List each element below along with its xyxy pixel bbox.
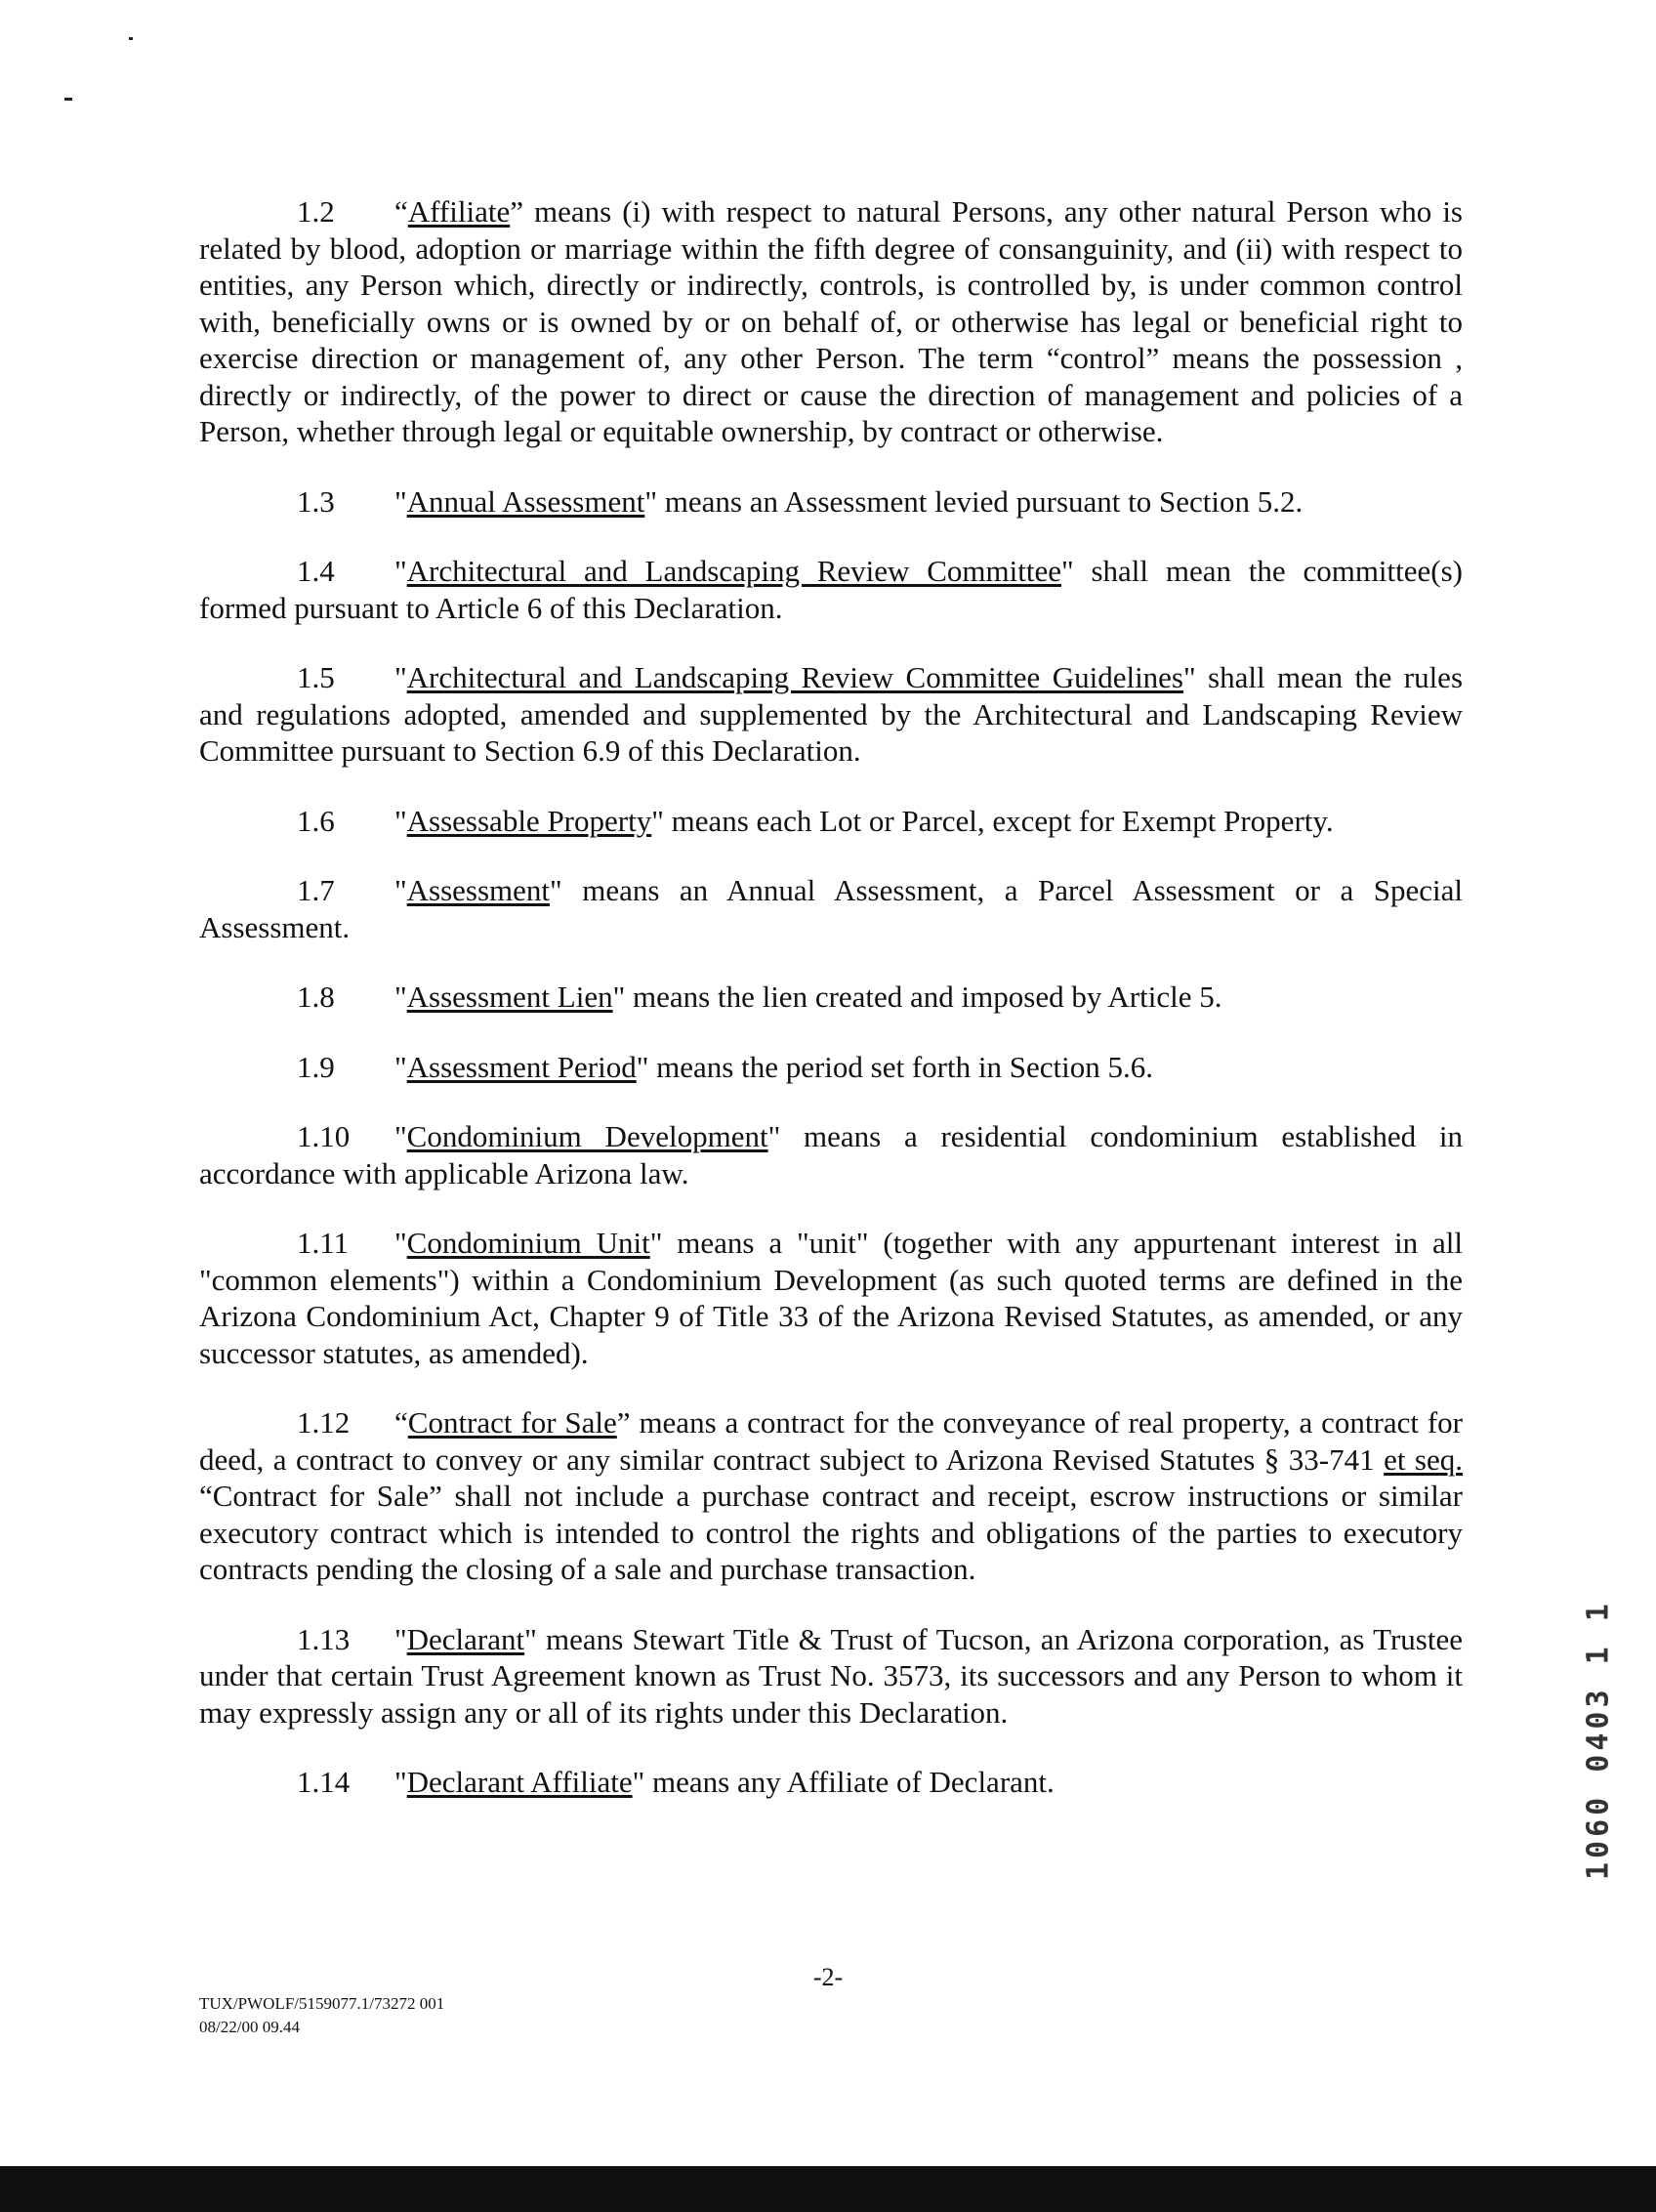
definition-paragraph: 1.9 "Assessment Period" means the period set forth in Section 5.6. xyxy=(297,1049,1153,1084)
defined-term: Assessable Property xyxy=(406,803,652,838)
definition-text: “Contract for Sale” shall not include a purchase contract and receipt, escrow instructions or similar executory contract which is intended to control the rights and obligations of the parties to executory contracts pending the closing of a sale and purchase transaction. xyxy=(199,1479,1463,1586)
section-number: 1.13 xyxy=(297,1621,351,1656)
defined-term: Condominium Unit xyxy=(406,1226,650,1260)
definition-paragraph: 1.10 "Condominium Development" means a residential condominium established in accordance with applicable Arizona law. xyxy=(199,1119,1463,1190)
definition-paragraph: 1.14 "Declarant Affiliate" means any Affiliate of Declarant. xyxy=(297,1765,1055,1799)
definition-text: " means any Affiliate of Declarant. xyxy=(632,1765,1055,1799)
section-number: 1.10 xyxy=(297,1119,351,1153)
defined-term: Architectural and Landscaping Review Committee Guidelines xyxy=(406,660,1184,694)
section-number: 1.7 xyxy=(297,873,335,907)
defined-term: Annual Assessment xyxy=(406,483,645,519)
section-number: 1.14 xyxy=(297,1765,351,1799)
section-number: 1.8 xyxy=(297,980,335,1014)
scan-bottom-edge xyxy=(0,2166,1656,2212)
defined-term: Affiliate xyxy=(407,194,511,229)
definition-text: " means Stewart Title & Trust of Tucson, an Arizona corporation, as Trustee under that certain Trust Agreement known as Trust No. 3573, its successors and any Person to whom it may expressly assign any or all of its rights under this Declaration. xyxy=(199,1621,1463,1730)
section-number: 1.4 xyxy=(297,554,335,588)
definition-text: " means an Annual Assessment, a Parcel Assessment or a Special Assessment. xyxy=(199,873,1463,944)
definition-paragraph: 1.13 "Declarant" means Stewart Title & Trust of Tucson, an Arizona corporation, as Trustee under that certain Trust Agreement known as Trust No. 3573, its successors and any Person to whom it may expressly assign any or all of its rights under this Declaration. xyxy=(199,1621,1463,1730)
section-number: 1.6 xyxy=(297,803,335,838)
section-number: 1.5 xyxy=(297,660,335,694)
defined-term: Assessment Period xyxy=(406,1049,637,1084)
document-timestamp: 08/22/00 09.44 xyxy=(199,2018,300,2036)
definition-paragraph: 1.6 "Assessable Property" means each Lot or Parcel, except for Exempt Property. xyxy=(297,803,1334,838)
page-number: -2- xyxy=(812,1963,844,1991)
definition-paragraph: 1.5 "Architectural and Landscaping Review Committee Guidelines" shall mean the rules and regulations adopted, amended and supplemented by the Architectural and Landscaping Review Committee pursuant to Section 6.9 of this Declaration. xyxy=(199,660,1464,768)
recording-stamp xyxy=(1580,1548,1619,1880)
definition-paragraph: 1.8 "Assessment Lien" means the lien created and imposed by Article 5. xyxy=(297,980,1222,1014)
scan-speck xyxy=(129,37,133,40)
document-id: TUX/PWOLF/5159077.1/73272 001 xyxy=(199,1994,445,2013)
scan-speck xyxy=(64,98,72,101)
defined-term: Condominium Development xyxy=(406,1119,768,1153)
definition-text: ” means a contract for the conveyance of real property, a contract for deed, a contract to convey or any similar contract subject to Arizona Revised Statutes § 33-741 xyxy=(199,1405,1463,1477)
definitions-body xyxy=(199,193,1463,1834)
definition-text: " means a "unit" (together with any appurtenant interest in all "common elements") within a Condominium Development (as such quoted terms are defined in the Arizona Condominium Act, Chapter 9 of Title 33 of the Arizona Revised Statutes, as amended, or any successor statutes, as amended). xyxy=(199,1226,1463,1370)
recording-stamp-text: 1060 0403 1 1 xyxy=(1581,1600,1616,1880)
document-footer xyxy=(199,1992,444,2039)
section-number: 1.2 xyxy=(297,194,335,229)
definition-paragraph: 1.12 “Contract for Sale” means a contract for the conveyance of real property, a contract for deed, a contract to convey or any similar contract subject to Arizona Revised Statutes § 33-741 et seq. “Contract for Sale” shall not include a purchase contract and receipt, escrow instructions or similar executory contract which is intended to control the rights and obligations of the parties to executory contracts pending the closing of a sale and purchase transaction. xyxy=(199,1405,1464,1586)
citation-term: et seq. xyxy=(1384,1441,1464,1477)
defined-term: Architectural and Landscaping Review Committee xyxy=(406,554,1062,588)
defined-term: Assessment Lien xyxy=(406,980,613,1014)
definition-text: " means each Lot or Parcel, except for Exempt Property. xyxy=(651,803,1334,838)
section-number: 1.11 xyxy=(297,1226,350,1260)
definition-text: " shall mean the rules and regulations adopted, amended and supplemented by the Architectural and Landscaping Review Committee pursuant to Section 6.9 of this Declaration. xyxy=(199,660,1464,768)
definition-text: " shall mean the committee(s) formed pursuant to Article 6 of this Declaration. xyxy=(199,554,1463,625)
definition-text: " means a residential condominium established in accordance with applicable Arizona law. xyxy=(199,1119,1463,1190)
section-number: 1.9 xyxy=(297,1049,335,1084)
definition-text: " means the lien created and imposed by Article 5. xyxy=(612,980,1222,1014)
definition-paragraph: 1.4 "Architectural and Landscaping Review Committee" shall mean the committee(s) formed pursuant to Article 6 of this Declaration. xyxy=(199,554,1463,625)
defined-term: Declarant Affiliate xyxy=(406,1765,633,1799)
section-number: 1.12 xyxy=(297,1405,351,1440)
section-number: 1.3 xyxy=(297,483,335,519)
definition-text: " means the period set forth in Section 5.6. xyxy=(636,1049,1153,1084)
definition-paragraph: 1.7 "Assessment" means an Annual Assessment, a Parcel Assessment or a Special Assessment. xyxy=(199,873,1463,944)
defined-term: Declarant xyxy=(406,1621,525,1656)
definition-paragraph: 1.11 "Condominium Unit" means a "unit" (together with any appurtenant interest in all "common elements") within a Condominium Development (as such quoted terms are defined in the Arizona Condominium Act, Chapter 9 of Title 33 of the Arizona Revised Statutes, as amended, or any successor statutes, as amended). xyxy=(199,1226,1463,1370)
definition-paragraph: 1.3 "Annual Assessment" means an Assessment levied pursuant to Section 5.2. xyxy=(297,483,1304,519)
definition-text: " means an Assessment levied pursuant to Section 5.2. xyxy=(644,483,1304,519)
defined-term: Contract for Sale xyxy=(407,1405,617,1440)
defined-term: Assessment xyxy=(406,873,551,907)
definition-paragraph: 1.2 “Affiliate” means (i) with respect to natural Persons, any other natural Person who is related by blood, adoption or marriage within the fifth degree of consanguinity, and (ii) with respect to entities, any Person which, directly or indirectly, controls, is controlled by, is under common control with, beneficially owns or is owned by or on behalf of, or otherwise has legal or beneficial right to exercise direction or management of, any other Person. The term “control” means the possession , directly or indirectly, of the power to direct or cause the direction of management and policies of a Person, whether through legal or equitable ownership, by contract or otherwise. xyxy=(199,194,1463,448)
definition-text: ” means (i) with respect to natural Persons, any other natural Person who is related by blood, adoption or marriage within the fifth degree of consanguinity, and (ii) with respect to entities, any Person which, directly or indirectly, controls, is controlled by, is under common control with, beneficially owns or is owned by or on behalf of, or otherwise has legal or beneficial right to exercise direction or management of, any other Person. The term “control” means the possession , directly or indirectly, of the power to direct or cause the direction of management and policies of a Person, whether through legal or equitable ownership, by contract or otherwise. xyxy=(199,194,1463,448)
